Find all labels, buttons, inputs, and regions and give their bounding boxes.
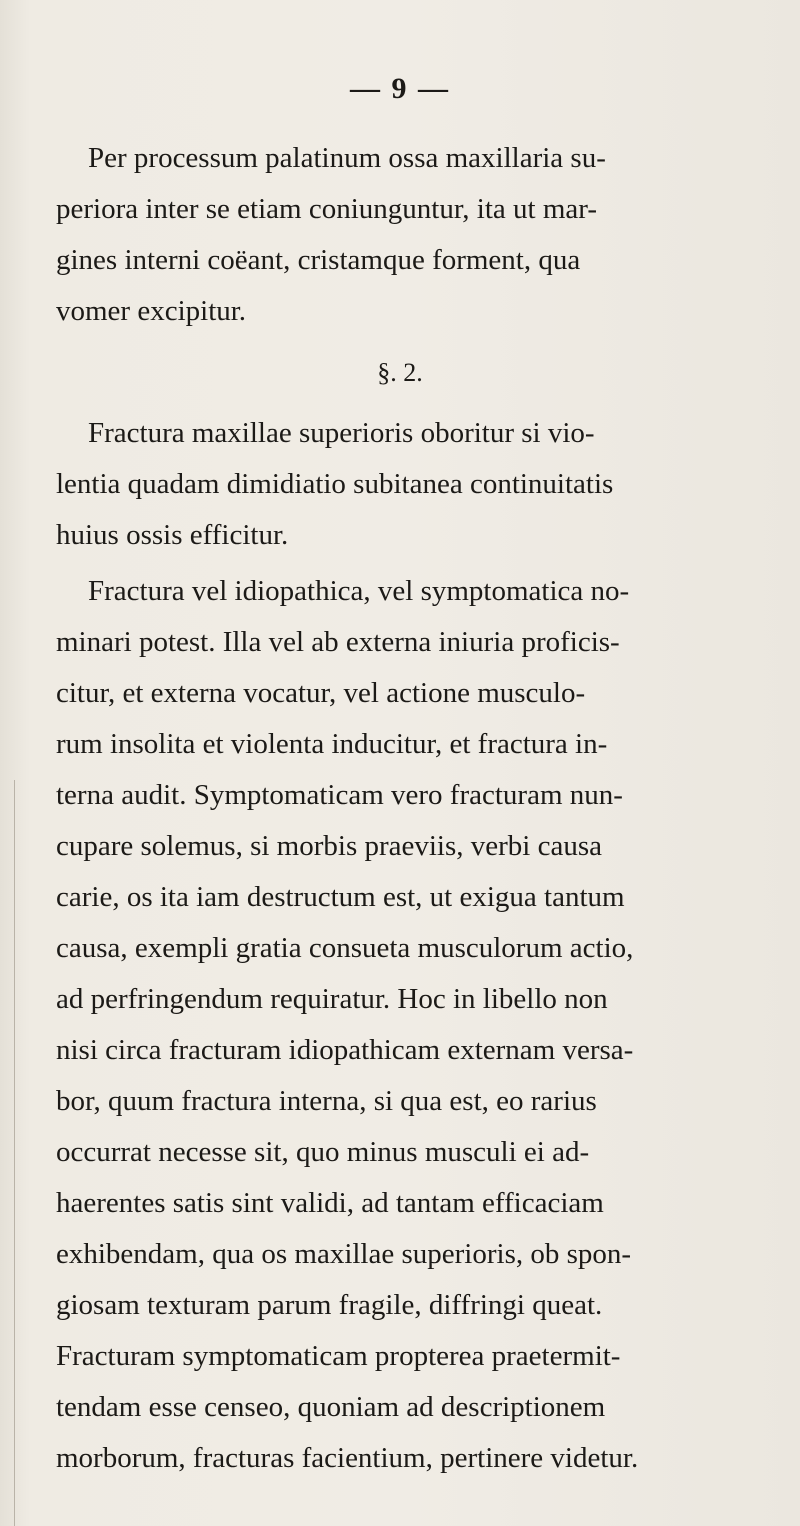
text-line: giosam texturam parum fragile, diffringi queat. bbox=[56, 1289, 603, 1321]
text-line: morborum, fracturas facientium, pertinere videtur. bbox=[56, 1442, 639, 1474]
text-line: ad perfringendum requiratur. Hoc in libello non bbox=[56, 983, 608, 1015]
text-line: bor, quum fractura interna, si qua est, eo rarius bbox=[56, 1085, 597, 1117]
text-line: vomer excipitur. bbox=[56, 295, 247, 327]
text-line: carie, os ita iam destructum est, ut exigua tantum bbox=[56, 881, 625, 913]
text-line: minari potest. Illa vel ab externa iniuria proficis- bbox=[56, 626, 620, 658]
text-line: rum insolita et violenta inducitur, et fractura in- bbox=[56, 728, 608, 760]
text-line: tendam esse censeo, quoniam ad descriptionem bbox=[56, 1391, 606, 1423]
text-line: Fractura vel idiopathica, vel symptomatica no- bbox=[88, 575, 630, 607]
page-edge-line bbox=[14, 780, 15, 1526]
text-line: Fractura maxillae superioris oboritur si vio- bbox=[88, 417, 595, 449]
text-line: Fracturam symptomaticam propterea praetermit- bbox=[56, 1340, 621, 1372]
text-line: nisi circa fracturam idiopathicam externam versa- bbox=[56, 1034, 634, 1066]
text-line: citur, et externa vocatur, vel actione musculo- bbox=[56, 677, 586, 709]
text-line: Per processum palatinum ossa maxillaria su- bbox=[88, 142, 606, 174]
text-line: gines interni coëant, cristamque forment, qua bbox=[56, 244, 581, 276]
section-heading: §. 2. bbox=[377, 358, 423, 387]
text-line: periora inter se etiam coniunguntur, ita ut mar- bbox=[56, 193, 598, 225]
text-line: lentia quadam dimidiatio subitanea continuitatis bbox=[56, 468, 614, 500]
text-line: causa, exempli gratia consueta musculorum actio, bbox=[56, 932, 634, 964]
text-line: huius ossis efficitur. bbox=[56, 519, 289, 551]
page-number: — 9 — bbox=[350, 72, 450, 105]
text-line: terna audit. Symptomaticam vero fracturam nun- bbox=[56, 779, 623, 811]
text-line: haerentes satis sint validi, ad tantam efficaciam bbox=[56, 1187, 604, 1219]
text-line: occurrat necesse sit, quo minus musculi ei ad- bbox=[56, 1136, 590, 1168]
text-line: exhibendam, qua os maxillae superioris, ob spon- bbox=[56, 1238, 632, 1270]
text-line: cupare solemus, si morbis praeviis, verbi causa bbox=[56, 830, 603, 862]
